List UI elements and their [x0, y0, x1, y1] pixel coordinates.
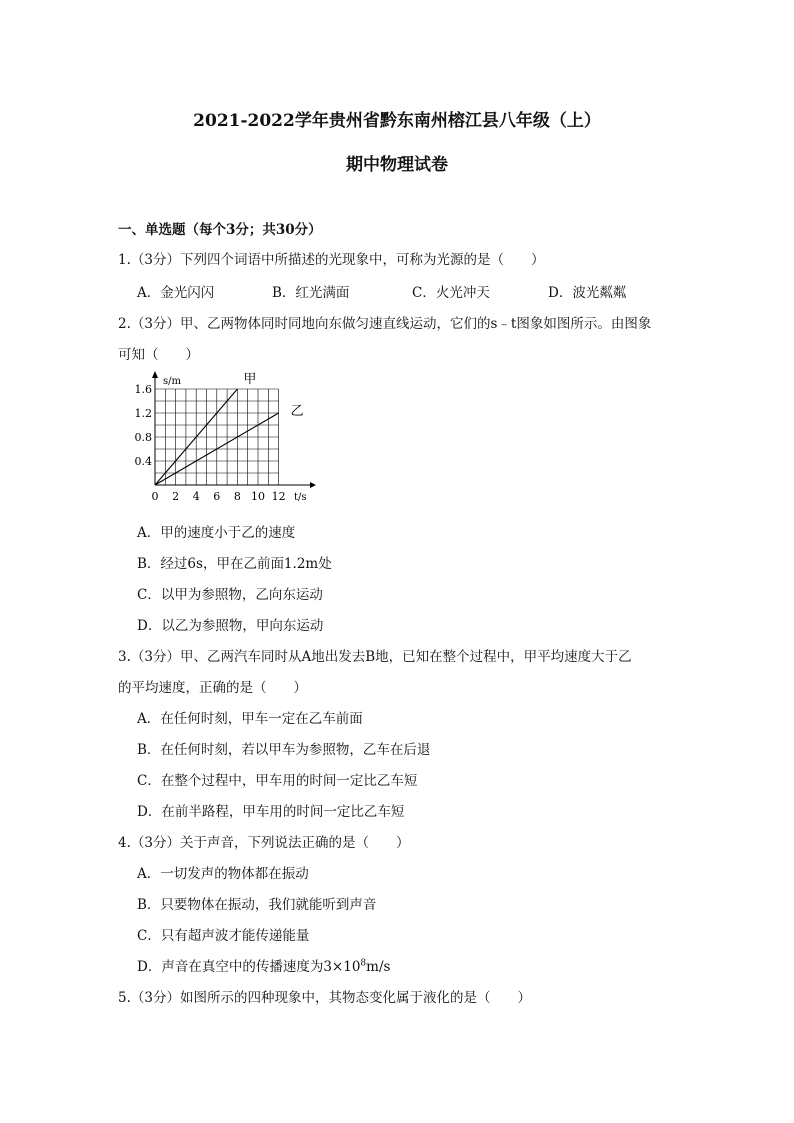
- question-4-stem: 4.（3分）关于声音，下列说法正确的是（ ）: [118, 835, 410, 851]
- series-label-yi: 乙: [290, 404, 304, 419]
- q1-option-a: A．金光闪闪: [137, 285, 215, 301]
- q1-option-c: C．火光冲天: [412, 285, 490, 301]
- x-tick-label: 2: [172, 490, 180, 503]
- q2-option-a: A．甲的速度小于乙的速度: [137, 525, 296, 541]
- question-2-stem-line-2: 可知（ ）: [118, 347, 199, 363]
- x-axis-label: t/s: [294, 492, 307, 503]
- q4-option-c: C．只有超声波才能传递能量: [137, 928, 310, 944]
- x-tick-label: 6: [213, 490, 221, 503]
- q2-option-b: B．经过6s，甲在乙前面1.2m处: [137, 556, 332, 572]
- x-axis-arrow: [310, 482, 316, 488]
- x-tick-label: 12: [271, 490, 286, 503]
- q3-option-b: B．在任何时刻，若以甲车为参照物，乙车在后退: [137, 742, 431, 758]
- title-line-2: 期中物理试卷: [346, 155, 448, 175]
- y-tick-label: 1.6: [134, 383, 152, 396]
- q4-option-d-unit: m/s: [366, 959, 391, 975]
- y-tick-label: 1.2: [134, 407, 152, 420]
- q3-option-d: D．在前半路程，甲车用的时间一定比乙车短: [137, 804, 405, 820]
- q4-option-d-text: D．声音在真空中的传播速度为3×10: [137, 959, 361, 975]
- series-label-jia: 甲: [243, 372, 257, 387]
- q3-option-c: C．在整个过程中，甲车用的时间一定比乙车短: [137, 773, 418, 789]
- q4-option-a: A．一切发声的物体都在振动: [137, 866, 309, 882]
- q4-option-d: [137, 955, 390, 975]
- section-heading: 一、单选题（每个3分；共30分）: [118, 222, 322, 238]
- x-tick-label: 4: [192, 490, 200, 503]
- x-tick-label: 8: [233, 490, 241, 503]
- y-tick-label: 0.4: [134, 455, 152, 468]
- q4-option-b: B．只要物体在振动，我们就能听到声音: [137, 897, 377, 913]
- x-tick-label: 10: [251, 490, 265, 503]
- question-3-stem-line-1: 3.（3分）甲、乙两汽车同时从A地出发去B地，已知在整个过程中，甲平均速度大于乙: [118, 649, 632, 665]
- q1-option-b: B．红光满面: [272, 285, 350, 301]
- q3-option-a: A．在任何时刻，甲车一定在乙车前面: [137, 711, 363, 727]
- y-axis-label: s/m: [163, 376, 181, 387]
- q1-option-d: D．波光粼粼: [548, 285, 627, 301]
- question-1-stem: 1.（3分）下列四个词语中所描述的光现象中，可称为光源的是（ ）: [118, 252, 545, 268]
- title-line-1: 2021-2022学年贵州省黔东南州榕江县八年级（上）: [193, 111, 601, 131]
- question-5-stem: 5.（3分）如图所示的四种现象中，其物态变化属于液化的是（ ）: [118, 990, 531, 1006]
- s-t-graph: [130, 370, 330, 510]
- y-axis-arrow: [152, 371, 158, 378]
- graph-grid: [155, 389, 279, 485]
- x-tick-label: 0: [151, 490, 159, 503]
- q2-option-c: C．以甲为参照物，乙向东运动: [137, 587, 323, 603]
- question-2-stem-line-1: 2.（3分）甲、乙两物体同时同地向东做匀速直线运动，它们的s﹣t图象如图所示。由图象: [118, 316, 652, 332]
- q2-option-d: D．以乙为参照物，甲向东运动: [137, 618, 324, 634]
- q4-option-d-exponent: 8: [360, 958, 367, 969]
- y-tick-label: 0.8: [134, 431, 152, 444]
- question-3-stem-line-2: 的平均速度，正确的是（ ）: [118, 680, 307, 696]
